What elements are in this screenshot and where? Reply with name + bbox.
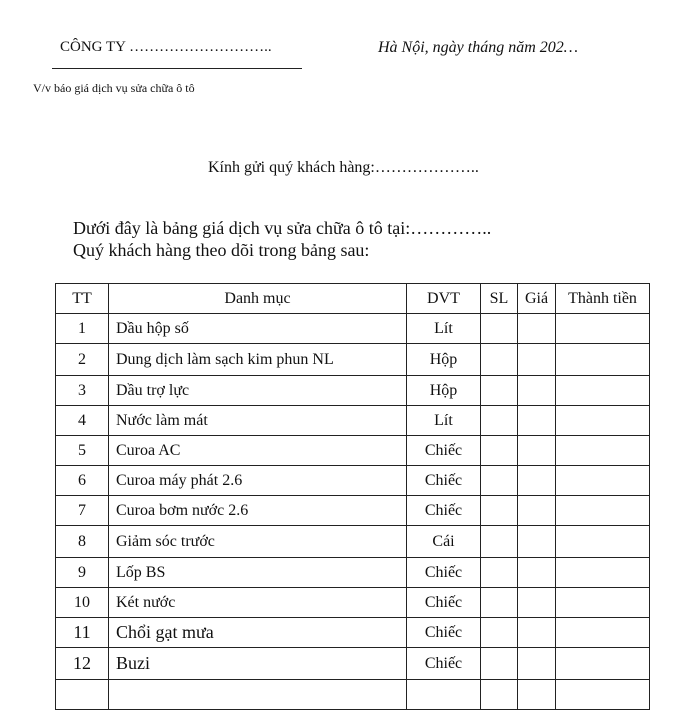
table-row <box>56 496 650 526</box>
row-qty <box>481 526 518 558</box>
row-total <box>556 588 650 618</box>
row-unit: Lít <box>407 406 481 436</box>
row-item: Lốp BS <box>109 558 407 588</box>
row-unit: Chiếc <box>407 496 481 526</box>
table-row <box>56 436 650 466</box>
row-unit: Chiếc <box>407 618 481 648</box>
col-header-item: Danh mục <box>109 284 407 314</box>
table-row <box>56 376 650 406</box>
row-qty <box>481 314 518 344</box>
row-total <box>556 436 650 466</box>
intro-line-1: Dưới đây là bảng giá dịch vụ sửa chữa ô tô tại:………….. <box>73 218 492 238</box>
row-number: 9 <box>56 558 109 588</box>
row-unit: Hộp <box>407 344 481 376</box>
row-unit: Chiếc <box>407 588 481 618</box>
row-price <box>518 406 556 436</box>
row-qty <box>481 648 518 680</box>
row-item: Buzi <box>109 648 407 680</box>
row-unit <box>407 680 481 710</box>
row-unit: Chiếc <box>407 648 481 680</box>
row-total <box>556 558 650 588</box>
row-qty <box>481 680 518 710</box>
table-row <box>56 466 650 496</box>
row-item: Giảm sóc trước <box>109 526 407 558</box>
row-number: 6 <box>56 466 109 496</box>
row-qty <box>481 496 518 526</box>
row-item: Dầu trợ lực <box>109 376 407 406</box>
row-number: 3 <box>56 376 109 406</box>
row-unit: Chiếc <box>407 558 481 588</box>
row-number: 10 <box>56 588 109 618</box>
table-row <box>56 344 650 376</box>
row-price <box>518 526 556 558</box>
table-row <box>56 648 650 680</box>
table-header-row <box>56 284 650 314</box>
row-total <box>556 344 650 376</box>
row-price <box>518 376 556 406</box>
intro-line-2: Quý khách hàng theo dõi trong bảng sau: <box>73 240 370 260</box>
row-unit: Hộp <box>407 376 481 406</box>
row-qty <box>481 436 518 466</box>
col-header-unit: DVT <box>407 284 481 314</box>
row-price <box>518 496 556 526</box>
row-price <box>518 648 556 680</box>
row-qty <box>481 376 518 406</box>
row-price <box>518 588 556 618</box>
row-item: Dung dịch làm sạch kim phun NL <box>109 344 407 376</box>
subject-line: V/v báo giá dịch vụ sửa chữa ô tô <box>33 81 195 95</box>
row-total <box>556 376 650 406</box>
col-header-price: Giá <box>518 284 556 314</box>
row-item: Curoa AC <box>109 436 407 466</box>
row-total <box>556 680 650 710</box>
row-qty <box>481 344 518 376</box>
row-item <box>109 680 407 710</box>
price-table <box>55 283 650 710</box>
row-price <box>518 344 556 376</box>
row-number: 11 <box>56 618 109 648</box>
row-price <box>518 436 556 466</box>
row-price <box>518 558 556 588</box>
row-number: 1 <box>56 314 109 344</box>
row-number: 8 <box>56 526 109 558</box>
row-total <box>556 406 650 436</box>
company-underline <box>52 68 302 69</box>
row-unit: Chiếc <box>407 436 481 466</box>
row-unit: Lít <box>407 314 481 344</box>
row-number: 12 <box>56 648 109 680</box>
row-qty <box>481 558 518 588</box>
table-row <box>56 680 650 710</box>
table-row <box>56 588 650 618</box>
col-header-tt: TT <box>56 284 109 314</box>
table-row <box>56 558 650 588</box>
row-qty <box>481 406 518 436</box>
table-row <box>56 526 650 558</box>
row-item: Két nước <box>109 588 407 618</box>
row-price <box>518 314 556 344</box>
row-number: 4 <box>56 406 109 436</box>
row-item: Dầu hộp số <box>109 314 407 344</box>
row-price <box>518 466 556 496</box>
row-total <box>556 526 650 558</box>
row-number: 7 <box>56 496 109 526</box>
row-qty <box>481 618 518 648</box>
row-number: 5 <box>56 436 109 466</box>
row-qty <box>481 466 518 496</box>
row-total <box>556 496 650 526</box>
company-name: CÔNG TY ……………………….. <box>60 39 272 55</box>
row-unit: Cái <box>407 526 481 558</box>
row-unit: Chiếc <box>407 466 481 496</box>
row-item: Curoa máy phát 2.6 <box>109 466 407 496</box>
row-item: Chổi gạt mưa <box>109 618 407 648</box>
col-header-qty: SL <box>481 284 518 314</box>
row-total <box>556 314 650 344</box>
table-row <box>56 618 650 648</box>
row-item: Nước làm mát <box>109 406 407 436</box>
table-row <box>56 406 650 436</box>
row-item: Curoa bơm nước 2.6 <box>109 496 407 526</box>
row-qty <box>481 588 518 618</box>
row-total <box>556 618 650 648</box>
col-header-total: Thành tiền <box>556 284 650 314</box>
row-total <box>556 466 650 496</box>
row-number <box>56 680 109 710</box>
row-price <box>518 618 556 648</box>
table-row <box>56 314 650 344</box>
row-number: 2 <box>56 344 109 376</box>
row-price <box>518 680 556 710</box>
greeting: Kính gửi quý khách hàng:……………….. <box>208 159 479 176</box>
place-date: Hà Nội, ngày tháng năm 202… <box>378 39 578 56</box>
row-total <box>556 648 650 680</box>
